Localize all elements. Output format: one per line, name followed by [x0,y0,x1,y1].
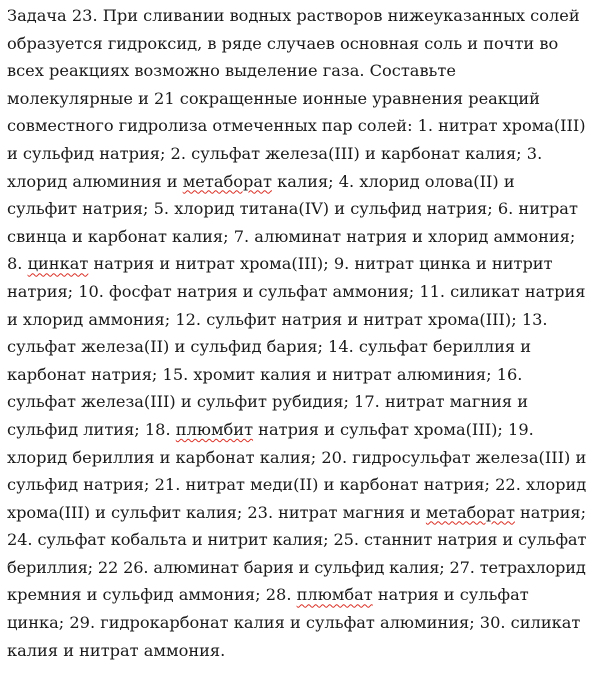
text-run: сульфид лития; 18. [7,419,176,439]
text-line [7,609,586,637]
text-line [7,444,586,472]
text-line [7,57,586,85]
text-run: калия; 4. хлорид олова(II) и [271,171,515,191]
text-run: совместного гидролиза отмеченных пар солей: 1. нитрат хрома(III) [7,116,586,136]
text-line [7,471,586,499]
text-run: 24. сульфат кобальта и нитрит калия; 25. станнит натрия и сульфат [7,530,587,550]
text-line [7,223,586,251]
text-line [7,2,586,30]
text-run: образуется гидроксид, в ряде случаев основная соль и почти во [7,33,559,53]
text-run: калия и нитрат аммония. [7,640,226,660]
text-run: сульфат железа(III) и сульфит рубидия; 17. нитрат магния и [7,392,529,412]
text-run: Задача 23. При сливании водных растворов нижеуказанных солей [7,6,580,25]
text-run: и хлорид аммония; 12. сульфит натрия и нитрат хрома(III); 13. [7,309,548,329]
text-line [7,278,586,306]
text-run: сульфит натрия; 5. хлорид титана(IV) и сульфид натрия; 6. нитрат [7,199,578,219]
text-run: сульфид натрия; 21. нитрат меди(II) и карбонат натрия; 22. хлорид [7,475,587,495]
text-line [7,416,586,444]
text-line [7,581,586,609]
text-run: карбонат натрия; 15. хромит калия и нитрат алюминия; 16. [7,364,523,384]
text-run: молекулярные и 21 сокращенные ионные уравнения реакций [7,88,540,108]
text-line [7,388,586,416]
spellcheck-flagged-word: плюмбат [296,585,373,605]
text-line [7,140,586,168]
text-line [7,554,586,582]
text-line [7,637,586,665]
text-line [7,30,586,58]
text-run: хрома(III) и сульфит калия; 23. нитрат магния и [7,502,426,522]
text-run: и сульфид натрия; 2. сульфат железа(III) и карбонат калия; 3. [7,143,543,163]
text-line [7,168,586,196]
text-run: всех реакциях возможно выделение газа. Составьте [7,61,456,81]
text-line [7,361,586,389]
spellcheck-flagged-word: метаборат [425,502,515,522]
text-run: сульфат железа(II) и сульфид бария; 14. сульфат бериллия и [7,337,532,357]
text-line [7,195,586,223]
spellcheck-flagged-word: метаборат [182,171,272,191]
text-run: свинца и карбонат калия; 7. алюминат натрия и хлорид аммония; [7,226,576,246]
text-run: цинка; 29. гидрокарбонат калия и сульфат алюминия; 30. силикат [7,613,581,633]
text-run: кремния и сульфид аммония; 28. [7,585,297,605]
text-run: хлорид алюминия и [7,171,183,191]
text-line [7,250,586,278]
text-run: натрия и нитрат хрома(III); 9. нитрат цинка и нитрит [88,254,553,274]
text-run: хлорид бериллия и карбонат калия; 20. гидросульфат железа(III) и [7,447,587,467]
text-line [7,112,586,140]
text-run: бериллия; 22 26. алюминат бария и сульфид калия; 27. тетрахлорид [7,557,586,577]
text-run: натрия; 10. фосфат натрия и сульфат аммония; 11. силикат натрия [7,281,586,301]
spellcheck-flagged-word: плюмбит [175,419,254,439]
text-run: натрия; [514,502,587,522]
text-line [7,499,586,527]
text-line [7,85,586,113]
text-line [7,306,586,334]
text-line [7,333,586,361]
spellcheck-flagged-word: цинкат [27,254,89,274]
text-run: 8. [7,254,28,274]
text-line [7,526,586,554]
text-run: натрия и сульфат [372,585,529,605]
text-run: натрия и сульфат хрома(III); 19. [253,419,534,439]
